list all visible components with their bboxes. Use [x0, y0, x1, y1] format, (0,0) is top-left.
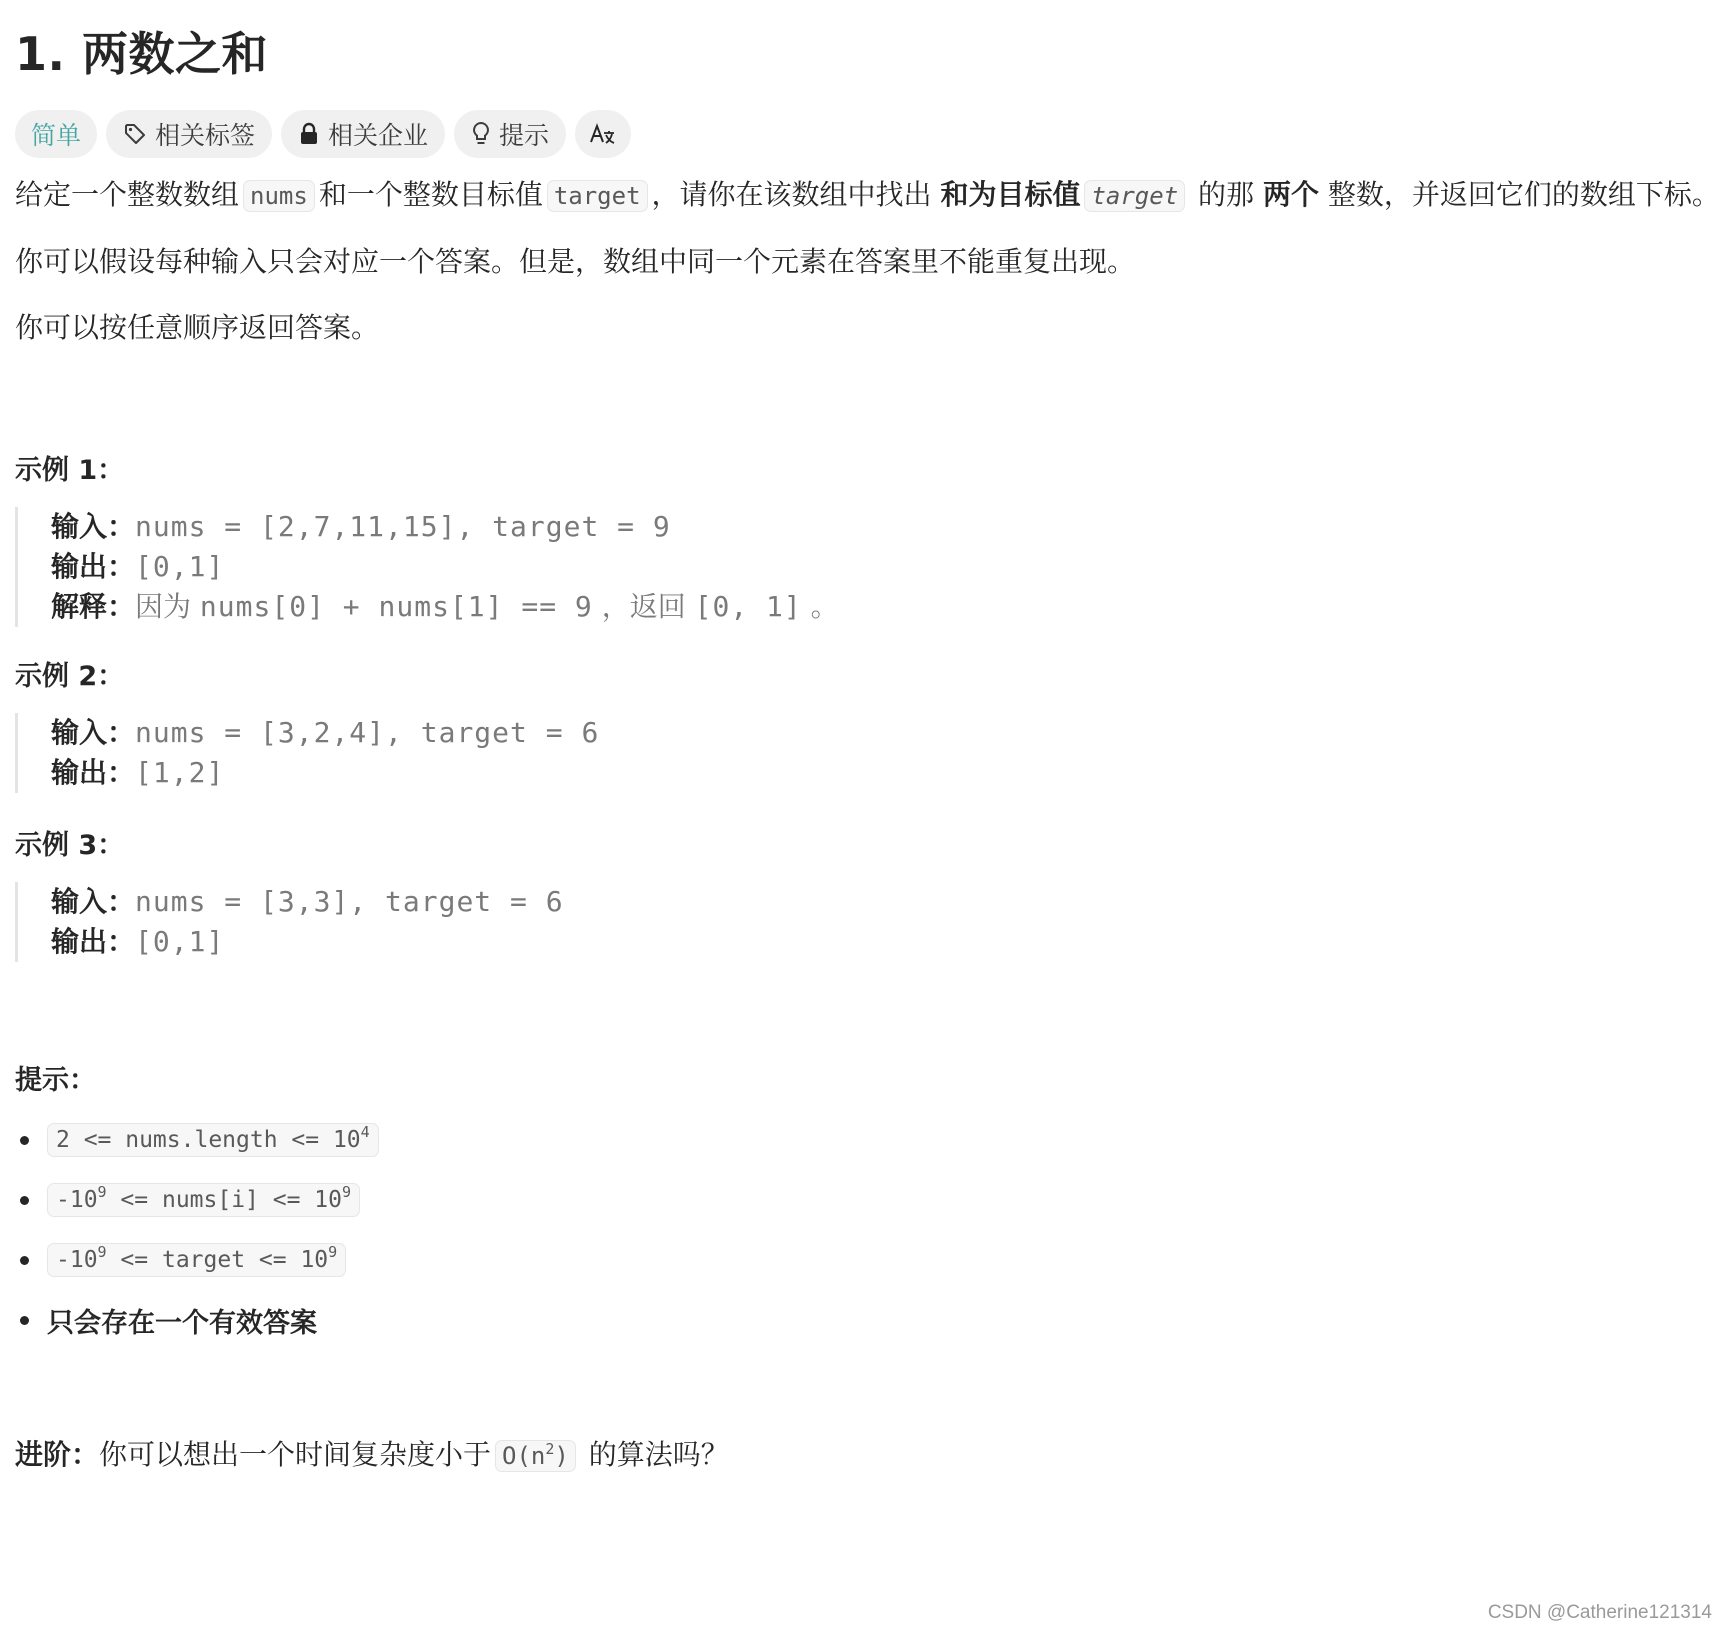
explain-text: 因为 — [135, 590, 200, 623]
followup-label: 进阶： — [15, 1438, 100, 1471]
input-value: nums = [2,7,11,15], target = 9 — [135, 510, 671, 543]
example-1-heading: 示例 1： — [15, 455, 125, 486]
difficulty-label: 简单 — [31, 121, 82, 150]
constraint-item — [15, 1118, 379, 1162]
explain-text: 。 — [801, 590, 839, 623]
hint-label: 提示 — [499, 121, 550, 150]
output-value: [1,2] — [135, 756, 225, 789]
constraint-code: $-10^9$ <= nums[i] <= $10^9$ — [47, 1183, 360, 1217]
example-1-block — [15, 507, 839, 627]
example-explain-line — [51, 587, 839, 627]
text: 整数，并返回它们的数组下标。 — [1318, 178, 1720, 211]
example-3-block — [15, 882, 564, 962]
description-paragraph-2: 你可以假设每种输入只会对应一个答案。但是，数组中同一个元素在答案里不能重复出现。 — [15, 245, 1136, 278]
constraints-heading: 提示： — [15, 1065, 96, 1096]
related-companies-button[interactable] — [281, 110, 445, 158]
input-value: nums = [3,3], target = 6 — [135, 885, 564, 918]
example-output-line — [51, 922, 564, 962]
tag-bar — [15, 110, 631, 158]
example-input-line — [51, 507, 839, 547]
output-label: 输出： — [51, 756, 136, 789]
bold-text: 和为目标值 — [940, 178, 1081, 211]
inline-code: nums — [243, 180, 315, 212]
text: 的那 — [1189, 178, 1263, 211]
problem-title: 1. 两数之和 — [15, 27, 268, 81]
explain-code: nums[0] + nums[1] == 9 — [199, 590, 593, 623]
difficulty-badge[interactable] — [15, 110, 97, 158]
followup-paragraph — [15, 1435, 729, 1476]
example-output-line — [51, 547, 839, 587]
inline-code: $O(n^2)$ — [495, 1440, 576, 1472]
output-label: 输出： — [51, 550, 136, 583]
constraint-code: $-10^9$ <= target <= $10^9$ — [47, 1243, 346, 1277]
text: 和一个整数目标值 — [318, 178, 543, 211]
lightbulb-icon — [471, 121, 491, 147]
translate-button[interactable] — [575, 110, 631, 158]
constraint-item — [15, 1238, 346, 1282]
related-tags-button[interactable] — [106, 110, 272, 158]
related-tags-label: 相关标签 — [155, 121, 256, 150]
inline-code: target — [547, 180, 648, 212]
followup-text: 你可以想出一个时间复杂度小于 — [99, 1438, 492, 1471]
output-value: [0,1] — [135, 550, 225, 583]
inline-code: target — [1084, 180, 1185, 212]
example-input-line — [51, 882, 564, 922]
example-2-block — [15, 713, 599, 793]
translate-icon — [589, 121, 617, 147]
example-2-heading: 示例 2： — [15, 661, 125, 692]
input-label: 输入： — [51, 885, 136, 918]
constraint-bold-text: 只会存在一个有效答案 — [47, 1307, 317, 1339]
explain-text: ，返回 — [592, 590, 695, 623]
example-output-line — [51, 753, 599, 793]
lock-icon — [298, 122, 320, 146]
hint-button[interactable] — [454, 110, 566, 158]
text: ，请你在该数组中找出 — [651, 178, 941, 211]
constraint-item — [15, 1298, 317, 1342]
example-input-line — [51, 713, 599, 753]
explain-label: 解释： — [51, 590, 136, 623]
bullet-icon — [20, 1316, 29, 1325]
output-label: 输出： — [51, 925, 136, 958]
description-paragraph-3: 你可以按任意顺序返回答案。 — [15, 311, 380, 344]
input-value: nums = [3,2,4], target = 6 — [135, 716, 600, 749]
bullet-icon — [20, 1196, 29, 1205]
watermark: CSDN @Catherine121314 — [1487, 1602, 1712, 1623]
bold-text: 两个 — [1262, 178, 1319, 211]
tag-icon — [123, 122, 147, 146]
example-3-heading: 示例 3： — [15, 830, 125, 861]
bullet-icon — [20, 1256, 29, 1265]
explain-code: [0, 1] — [694, 590, 802, 623]
input-label: 输入： — [51, 510, 136, 543]
text: 给定一个整数数组 — [15, 178, 240, 211]
description-paragraph-1 — [15, 175, 1720, 216]
output-value: [0,1] — [135, 925, 225, 958]
constraint-item — [15, 1178, 360, 1222]
followup-text: 的算法吗？ — [579, 1438, 729, 1471]
bullet-icon — [20, 1136, 29, 1145]
input-label: 输入： — [51, 716, 136, 749]
related-companies-label: 相关企业 — [328, 121, 429, 150]
constraint-code: 2 <= nums.length <= $10^4$ — [47, 1123, 379, 1157]
